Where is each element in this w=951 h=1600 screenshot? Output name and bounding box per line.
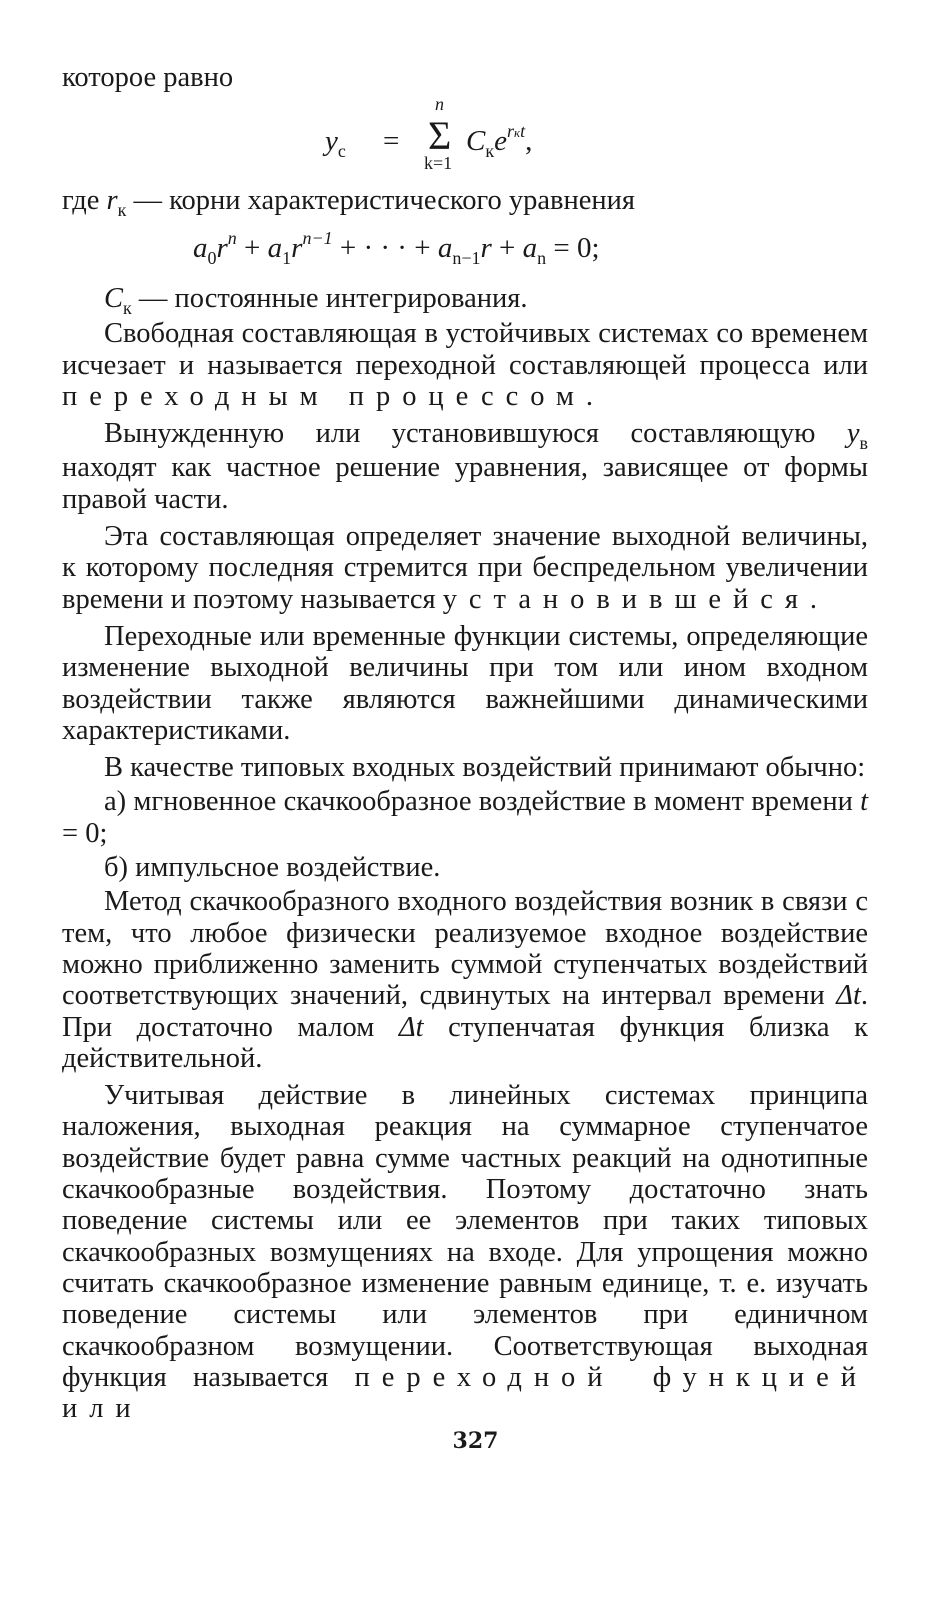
eq1-exp-sub: к: [513, 125, 521, 140]
list-item-a: а) мгновенное скачкообразное воздействие в момент времени t = 0;: [62, 786, 868, 849]
paragraph-typical-inputs: В качестве типовых входных воздействий принимают обычно:: [104, 752, 866, 784]
eq1-tail: ,: [525, 125, 533, 157]
eq1-term: C: [466, 125, 486, 157]
paragraph-forced-component: Вынужденную или установившуюся составляющую $y_в$ находят как частное решение уравнения, зависящее от формы правой части.: [62, 418, 868, 515]
paragraph-superposition: Учитывая действие в линейных системах принципа наложения, выходная реакция на суммарное ступенчатое воздействие будет равна сумме частных реакций на однотипные скачкообразные воздействия. Поэтому достаточно знать поведение системы или ее элементов при таких типовых скачкообразных возмущениях на входе. Для упрощения можно считать скачкообразное изменение равным единице, т. е. изучать поведение системы или элементов при единичном скачкообразном возмущении. Соответствующая выходная функция называется переходной функцией или: [62, 1080, 869, 1425]
sum-symbol-icon: Σ: [428, 113, 452, 158]
equation-characteristic: $a_0r^n + a_1r^{n-1}$ + · · · + $a_{n-1}r + a_n = 0$;: [193, 228, 600, 268]
body-text: [62, 283, 868, 1424]
intro-text: которое равно: [62, 62, 234, 93]
paragraph-free-component: Свободная составляющая в устойчивых системах со временем исчезает и называется переходной составляющей процесса или переходным процессом.: [62, 318, 868, 412]
eq1-sum-top: n: [435, 94, 444, 114]
eq1-sum-bottom: k=1: [424, 153, 453, 173]
ck-line: $C_к$ — постоянные интегрирования.: [104, 283, 528, 318]
eq1-term-sub: к: [485, 141, 495, 161]
page-number: 327: [452, 1428, 499, 1454]
list-item-b: б) импульсное воздействие.: [104, 852, 441, 884]
paragraph-transient-functions: Переходные или временные функции системы, определяющие изменение выходной величины при том или ином входном воздействии также являются важнейшими динамическими характеристиками.: [62, 620, 868, 746]
eq1-exp: r: [506, 121, 514, 141]
eq1-lhs-sub: с: [337, 141, 346, 161]
paragraph-step-method: Метод скачкообразного входного воздействия возник в связи с тем, что любое физически реализуемое входное воздействие можно приближенно заменить суммой ступенчатых воздействий соответствующих значений, сдвинутых на интервал времени Δt. При достаточно малом Δt ступенчатая функция близка к действительной.: [62, 886, 868, 1074]
eq1-term-base: e: [494, 125, 507, 157]
eq1-lhs: y: [325, 125, 338, 157]
eq1-equals: =: [383, 125, 400, 157]
roots-line: где $r_к$ — корни характеристического уравнения: [62, 185, 635, 220]
paragraph-steady-state: Эта составляющая определяет значение выходной величины, к которому последняя стремится при беспредельном увеличении времени и поэтому называется установившейся.: [62, 521, 868, 615]
eq1-exp-t: t: [520, 121, 526, 141]
